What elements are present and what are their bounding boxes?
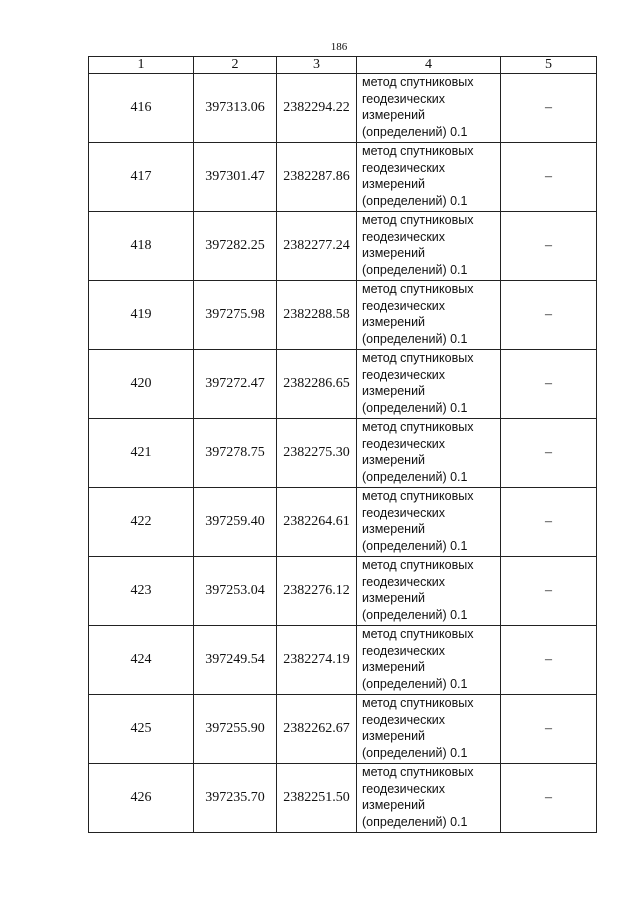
method-cell: метод спутниковых геодезических измерений (определений) 0.1	[357, 350, 501, 419]
x-coordinate-cell: 397272.47	[194, 350, 277, 419]
table-row	[89, 626, 597, 695]
x-coordinate-cell: 397301.47	[194, 143, 277, 212]
header-row	[89, 57, 597, 74]
y-coordinate-cell: 2382288.58	[277, 281, 357, 350]
y-coordinate-cell: 2382286.65	[277, 350, 357, 419]
point-number-cell: 421	[89, 419, 194, 488]
x-coordinate-cell: 397313.06	[194, 74, 277, 143]
method-cell: метод спутниковых геодезических измерений (определений) 0.1	[357, 626, 501, 695]
point-number-cell: 425	[89, 695, 194, 764]
note-cell: –	[501, 626, 597, 695]
page-number: 186	[330, 41, 348, 53]
note-cell: –	[501, 764, 597, 833]
header-col-5: 5	[501, 57, 597, 74]
header-col-3: 3	[277, 57, 357, 74]
point-number-cell: 423	[89, 557, 194, 626]
x-coordinate-cell: 397253.04	[194, 557, 277, 626]
table-row	[89, 281, 597, 350]
x-coordinate-cell: 397282.25	[194, 212, 277, 281]
y-coordinate-cell: 2382294.22	[277, 74, 357, 143]
x-coordinate-cell: 397278.75	[194, 419, 277, 488]
y-coordinate-cell: 2382275.30	[277, 419, 357, 488]
x-coordinate-cell: 397255.90	[194, 695, 277, 764]
point-number-cell: 422	[89, 488, 194, 557]
x-coordinate-cell: 397235.70	[194, 764, 277, 833]
note-cell: –	[501, 488, 597, 557]
note-cell: –	[501, 74, 597, 143]
table-row	[89, 557, 597, 626]
method-cell: метод спутниковых геодезических измерений (определений) 0.1	[357, 212, 501, 281]
table-row	[89, 695, 597, 764]
note-cell: –	[501, 281, 597, 350]
method-cell: метод спутниковых геодезических измерений (определений) 0.1	[357, 488, 501, 557]
header-col-1: 1	[89, 57, 194, 74]
method-cell: метод спутниковых геодезических измерений (определений) 0.1	[357, 419, 501, 488]
method-cell: метод спутниковых геодезических измерений (определений) 0.1	[357, 74, 501, 143]
point-number-cell: 426	[89, 764, 194, 833]
y-coordinate-cell: 2382262.67	[277, 695, 357, 764]
table-row	[89, 488, 597, 557]
header-col-4: 4	[357, 57, 501, 74]
method-cell: метод спутниковых геодезических измерений (определений) 0.1	[357, 695, 501, 764]
method-cell: метод спутниковых геодезических измерений (определений) 0.1	[357, 281, 501, 350]
point-number-cell: 418	[89, 212, 194, 281]
y-coordinate-cell: 2382277.24	[277, 212, 357, 281]
point-number-cell: 416	[89, 74, 194, 143]
y-coordinate-cell: 2382276.12	[277, 557, 357, 626]
table-row	[89, 764, 597, 833]
note-cell: –	[501, 143, 597, 212]
note-cell: –	[501, 695, 597, 764]
method-cell: метод спутниковых геодезических измерений (определений) 0.1	[357, 557, 501, 626]
point-number-cell: 419	[89, 281, 194, 350]
table-body	[89, 74, 597, 833]
table-row	[89, 74, 597, 143]
y-coordinate-cell: 2382287.86	[277, 143, 357, 212]
y-coordinate-cell: 2382264.61	[277, 488, 357, 557]
note-cell: –	[501, 419, 597, 488]
table-row	[89, 212, 597, 281]
method-cell: метод спутниковых геодезических измерений (определений) 0.1	[357, 143, 501, 212]
y-coordinate-cell: 2382274.19	[277, 626, 357, 695]
note-cell: –	[501, 557, 597, 626]
header-col-2: 2	[194, 57, 277, 74]
x-coordinate-cell: 397259.40	[194, 488, 277, 557]
x-coordinate-cell: 397275.98	[194, 281, 277, 350]
table-header	[89, 57, 597, 74]
point-number-cell: 420	[89, 350, 194, 419]
y-coordinate-cell: 2382251.50	[277, 764, 357, 833]
point-number-cell: 417	[89, 143, 194, 212]
coordinates-table	[88, 56, 597, 833]
point-number-cell: 424	[89, 626, 194, 695]
table-row	[89, 419, 597, 488]
note-cell: –	[501, 350, 597, 419]
method-cell: метод спутниковых геодезических измерений (определений) 0.1	[357, 764, 501, 833]
table-row	[89, 350, 597, 419]
table-row	[89, 143, 597, 212]
note-cell: –	[501, 212, 597, 281]
x-coordinate-cell: 397249.54	[194, 626, 277, 695]
